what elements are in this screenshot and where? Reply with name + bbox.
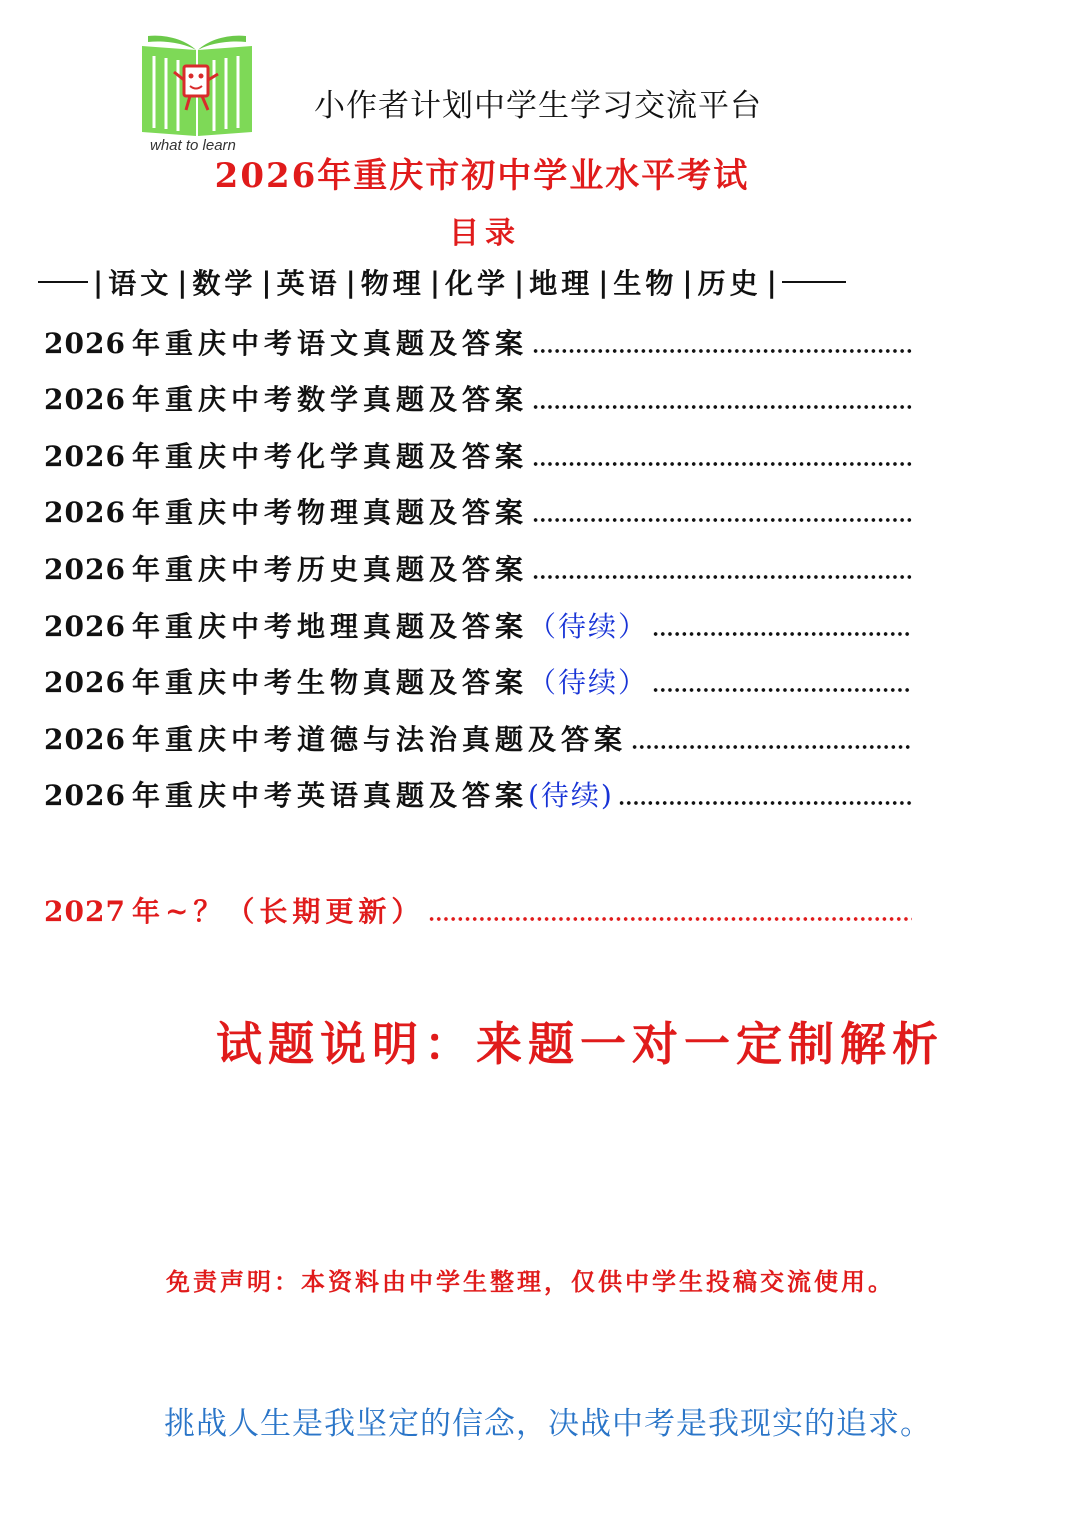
logo (138, 32, 256, 156)
leader-dots (532, 404, 912, 410)
leader-dots (428, 916, 912, 922)
subject-chemistry: 化学 (445, 267, 510, 300)
book-logo-icon (138, 32, 256, 156)
platform-name: 小作者计划中学生学习交流平台 (314, 88, 762, 124)
motto: 挑战人生是我坚定的信念，决战中考是我现实的追求。 (164, 1406, 932, 1442)
divider-line (38, 281, 88, 283)
leader-dots (532, 574, 912, 580)
subject-physics: 物理 (360, 267, 425, 300)
exam-note: 试题说明：来题一对一定制解析 (216, 1017, 944, 1071)
toc-entry-history[interactable]: 2026 年重庆中考历史真题及答案 (44, 548, 912, 588)
leader-dots (532, 517, 912, 523)
toc-entry-english[interactable]: 2026 年重庆中考英语真题及答案 (待续) (44, 774, 912, 814)
leader-dots (631, 744, 912, 750)
subject-chinese: 语文 (108, 267, 173, 300)
divider-line (782, 281, 846, 283)
subject-biology: 生物 (613, 267, 678, 300)
toc-entry-geography[interactable]: 2026 年重庆中考地理真题及答案 （待续） (44, 605, 912, 645)
toc-entry-biology[interactable]: 2026 年重庆中考生物真题及答案 （待续） (44, 661, 912, 701)
subject-geography: 地理 (529, 267, 594, 300)
leader-dots (652, 687, 912, 693)
disclaimer: 免责声明：本资料由中学生整理，仅供中学生投稿交流使用。 (166, 1267, 895, 1296)
toc-entry-morality-law[interactable]: 2026 年重庆中考道德与法治真题及答案 (44, 718, 912, 758)
subject-history: 历史 (697, 267, 762, 300)
subject-math: 数学 (192, 267, 257, 300)
toc-entry-future[interactable]: 2027 年~？（长期更新） (44, 890, 912, 930)
leader-dots (532, 348, 912, 354)
leader-dots (532, 461, 912, 467)
subject-navigation: | 语文 | 数学 | 英语 | 物理 | 化学 | 地理 | 生物 | 历史 | (38, 262, 846, 302)
toc-entry-chinese[interactable]: 2026 年重庆中考语文真题及答案 (44, 322, 912, 362)
leader-dots (618, 800, 912, 806)
logo-text: what to learn (150, 137, 236, 154)
leader-dots (652, 631, 912, 637)
toc-entry-chemistry[interactable]: 2026 年重庆中考化学真题及答案 (44, 435, 912, 475)
document-subtitle: 目录 (449, 216, 521, 251)
subject-english: 英语 (276, 267, 341, 300)
document-title: 2026年重庆市初中学业水平考试 (214, 156, 750, 196)
toc-entry-physics[interactable]: 2026 年重庆中考物理真题及答案 (44, 491, 912, 531)
toc-entry-math[interactable]: 2026 年重庆中考数学真题及答案 (44, 378, 912, 418)
